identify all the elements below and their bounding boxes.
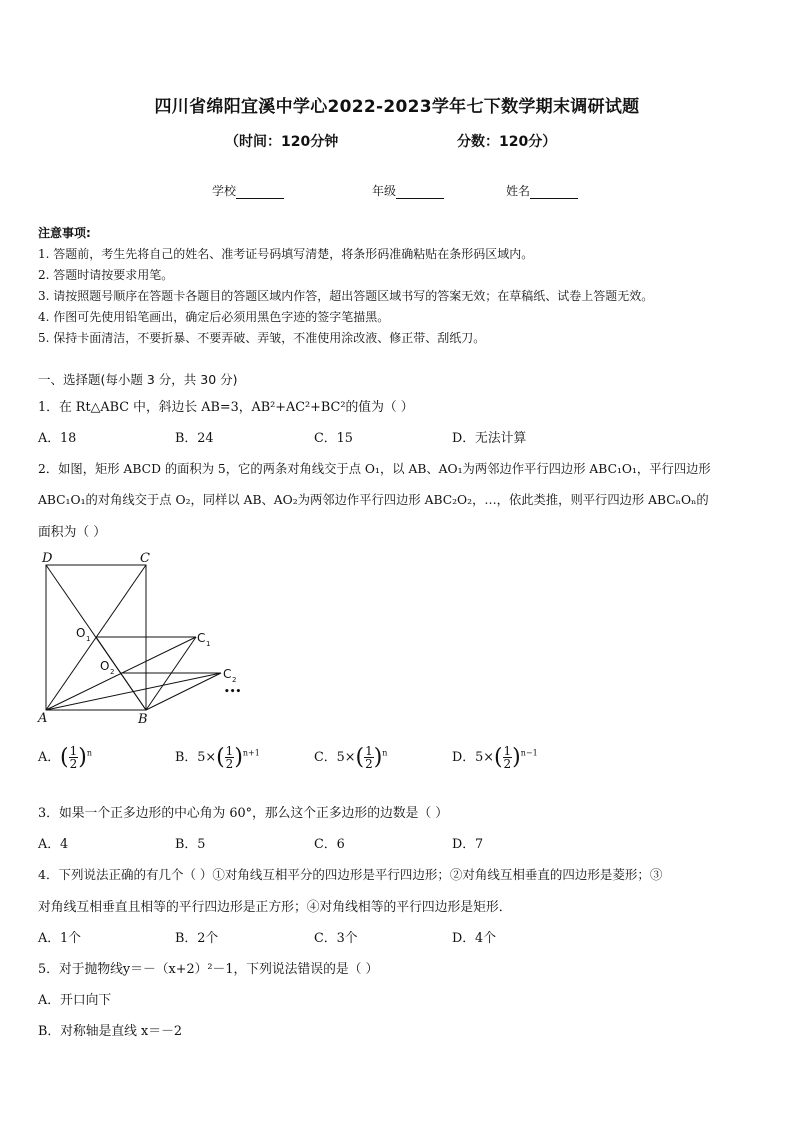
q4-option-b: B．2个 <box>175 931 219 946</box>
option-coef: 5× <box>475 750 494 765</box>
label-a: A <box>38 711 48 726</box>
option-coef: 5× <box>336 750 356 765</box>
exam-time: （时间：120分钟 <box>225 134 339 150</box>
section-heading: 一、选择题(每小题 3 分，共 30 分) <box>38 372 238 387</box>
q1-option-c: C．15 <box>314 431 353 446</box>
q1-option-b: B．24 <box>175 431 214 446</box>
option-coef: 5× <box>197 750 217 765</box>
q3-option-b: B．5 <box>175 837 206 852</box>
frac-num: 1 <box>69 744 78 758</box>
notice-item: 5. 保持卡面清洁，不要折暴、不要弄破、弄皱，不准使用涂改液、修正带、刮纸刀。 <box>38 331 486 345</box>
option-label: B． <box>175 750 198 765</box>
exponent: n <box>86 748 93 758</box>
ellipsis-dots: ••• <box>224 687 242 697</box>
frac-den: 2 <box>503 757 512 771</box>
notice-item: 2. 答题时请按要求用笔。 <box>38 268 174 282</box>
notice-item: 3. 请按照题号顺序在答题卡各题目的答题区域内作答，超出答题区域书写的答案无效；在草稿纸、试卷上答题无效。 <box>38 289 654 303</box>
school-field <box>212 182 284 199</box>
q2-stem-line2: ABC₁O₁的对角线交于点 O₂，同样以 AB、AO₂为两邻边作平行四边形 ABC₂O₂，…，依此类推，则平行四边形 ABCₙOₙ的 <box>38 493 709 507</box>
q3-option-c: C．6 <box>314 837 345 852</box>
frac-den: 2 <box>69 757 78 771</box>
q2-figure <box>30 545 260 730</box>
label-o2: O <box>100 659 110 673</box>
grade-field <box>372 182 444 199</box>
school-label: 学校 <box>212 184 237 198</box>
label-b: B <box>138 712 148 727</box>
name-field <box>506 182 578 199</box>
q4-option-c: C．3个 <box>314 931 358 946</box>
frac-num: 1 <box>365 744 373 758</box>
frac-den: 2 <box>365 757 373 771</box>
notice-item: 4. 作图可先使用铅笔画出，确定后必须用黑色字迹的签字笔描黑。 <box>38 310 390 324</box>
frac-num: 1 <box>503 744 512 758</box>
q3-option-a: A．4 <box>38 837 69 852</box>
q3-option-d: D．7 <box>452 837 484 852</box>
q2-option-d: D．5×( $\frac{1}{2}$ )$^{n-1}$ <box>452 744 538 771</box>
notice-item: 1. 答题前，考生先将自己的姓名、准考证号码填写清楚，将条形码准确粘贴在条形码区域内。 <box>38 247 534 261</box>
option-label: A． <box>38 750 61 765</box>
grade-label: 年级 <box>372 184 397 198</box>
q4-option-a: A．1个 <box>38 931 81 946</box>
exponent: n <box>382 748 388 758</box>
segment-bc2 <box>146 673 221 710</box>
q4-stem-line1: 4．下列说法正确的有几个（ ）①对角线互相平分的四边形是平行四边形；②对角线互相垂直的四边形是菱形；③ <box>38 867 663 882</box>
q3-stem: 3．如果一个正多边形的中心角为 60°，那么这个正多边形的边数是（ ） <box>38 806 449 821</box>
frac-num: 1 <box>225 744 234 758</box>
q2-stem-line3: 面积为（ ） <box>38 525 107 540</box>
label-d: D <box>42 551 53 566</box>
q1-option-a: A．18 <box>38 431 77 446</box>
q2-stem-line1: 2．如图，矩形 ABCD 的面积为 5，它的两条对角线交于点 O₁，以 AB、AO₁为两邻边作平行四边形 ABC₁O₁，平行四边形 <box>38 462 711 476</box>
q1-option-d: D．无法计算 <box>452 431 527 446</box>
school-blank <box>236 186 284 199</box>
q2-option-c: C．5×( $\frac{1}{2}$ )$^n$ <box>314 744 388 771</box>
label-o2-sub: 2 <box>110 668 115 676</box>
label-o1-sub: 1 <box>86 635 91 643</box>
option-label: C． <box>314 750 337 765</box>
label-o1: O <box>76 626 86 640</box>
notice-heading: 注意事项: <box>38 226 91 240</box>
label-c1: C <box>197 631 206 645</box>
frac-den: 2 <box>225 757 234 771</box>
q2-option-b: B．5×( $\frac{1}{2}$ )$^{n+1}$ <box>175 744 260 771</box>
q4-stem-line2: 对角线互相垂直且相等的平行四边形是正方形；④对角线相等的平行四边形是矩形． <box>38 900 512 915</box>
q5-stem: 5．对于抛物线y＝－（x+2）²－1，下列说法错误的是（ ） <box>38 962 379 977</box>
exponent: n−1 <box>520 748 538 758</box>
label-c2: C <box>223 667 232 681</box>
q1-stem: 1．在 Rt△ABC 中，斜边长 AB=3，AB²+AC²+BC²的值为（ ） <box>38 400 414 415</box>
grade-blank <box>396 186 444 199</box>
exponent: n+1 <box>242 748 260 758</box>
label-c1-sub: 1 <box>206 640 211 648</box>
name-label: 姓名 <box>506 184 531 198</box>
exam-score: 分数：120分） <box>457 134 557 150</box>
q5-option-b: B．对称轴是直线 x＝－2 <box>38 1024 183 1039</box>
q4-option-d: D．4个 <box>452 931 496 946</box>
option-label: D． <box>452 750 476 765</box>
q5-option-a: A．开口向下 <box>38 993 112 1008</box>
name-blank <box>530 186 578 199</box>
q2-option-a: A．( $\frac{1}{2}$ )$^n$ <box>38 744 93 771</box>
page-title: 四川省绵阳宜溪中学心2022-2023学年七下数学期末调研试题 <box>154 97 640 117</box>
label-c: C <box>140 551 150 566</box>
label-c2-sub: 2 <box>232 676 237 684</box>
